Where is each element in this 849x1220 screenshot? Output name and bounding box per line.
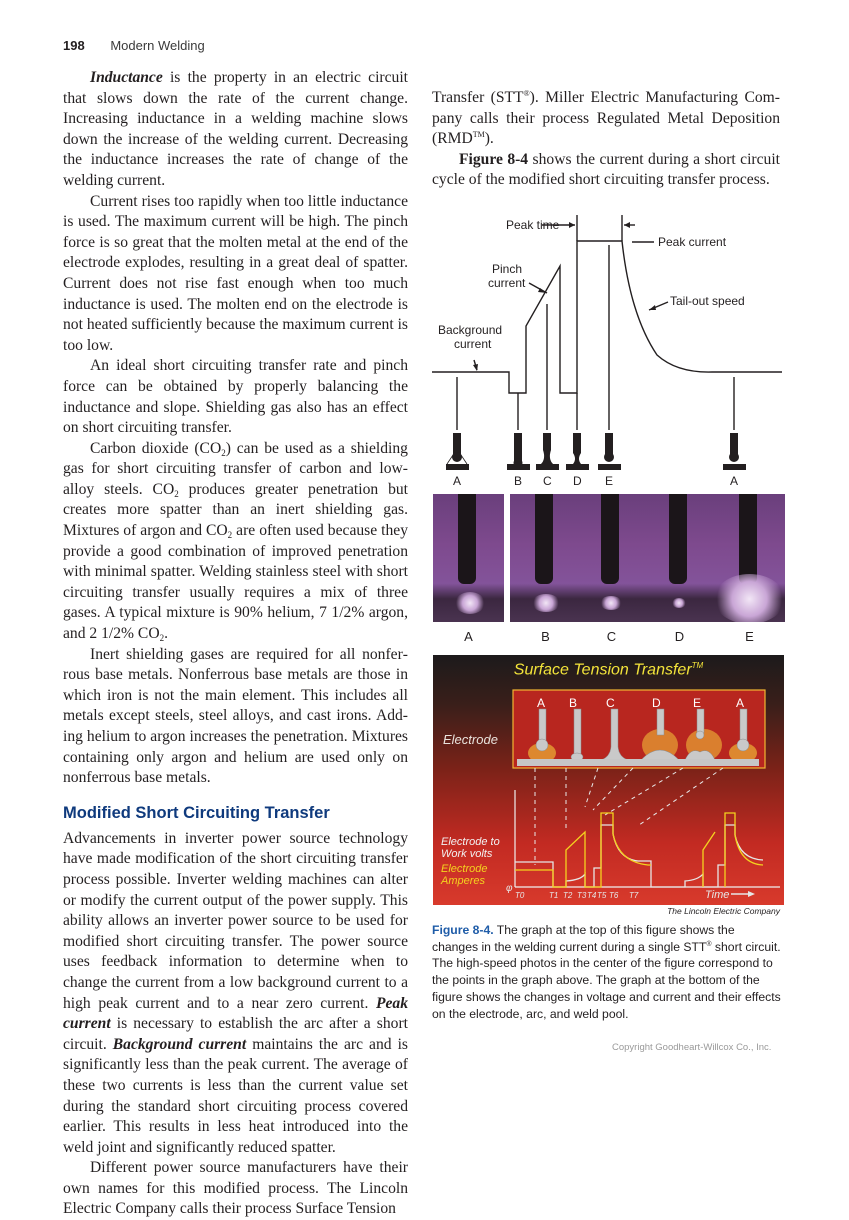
- volts-legend: [441, 836, 500, 860]
- paragraph-text: is the property in an electric circuit that slows down the rate of the current change. Increasing inductance in a welding machine slows down the increase of the welding current. Decreasing the inductance increases the rate of change of the welding current.: [63, 69, 408, 189]
- figure-credit: The Lincoln Electric Company: [667, 906, 780, 916]
- legend-text: Work volts: [441, 848, 493, 860]
- term-inductance: Inductance: [90, 69, 163, 86]
- droplet-glow: [455, 592, 485, 614]
- point-label: B: [514, 474, 523, 488]
- label-background-2: current: [454, 337, 492, 351]
- droplet-glow: [672, 598, 686, 608]
- legend-text: Electrode: [441, 863, 488, 875]
- stage-label: D: [652, 696, 661, 710]
- paragraph-carbon-dioxide: [63, 439, 408, 645]
- photo-label: B: [541, 629, 550, 644]
- time-tick: T5: [597, 891, 607, 900]
- paragraph-text: .: [164, 625, 168, 643]
- time-tick: T3: [577, 891, 587, 900]
- paragraph-text: is necessary to establish the arc after a short circuit.: [63, 1015, 408, 1053]
- running-header: [63, 38, 205, 53]
- paragraph-text: are often used because they provide a good combination of improved penetration with minimal spatter. Welding stainless steel with short circuiting transfer usually requires a mix of three gases. A typical mixture is 90% helium, 7 1/2% argon, and 2 1/2% CO: [63, 522, 408, 643]
- subscript: 2: [221, 447, 226, 458]
- paragraph-text: maintains the arc and is significantly less than the peak current. The average of these two currents is less than the current value set during the standard short circuiting process covered earlier. This results in less heat introduced into the weld joint and significantly reduced spatter.: [63, 1035, 408, 1156]
- point-label: D: [573, 474, 582, 488]
- term-peak-current: Peak current: [63, 994, 408, 1033]
- electrode-rod: [458, 494, 476, 584]
- photo-a: [433, 494, 504, 622]
- amps-legend: [441, 863, 487, 887]
- paragraph-text: Carbon dioxide (CO: [90, 439, 222, 457]
- label-pinch-2: current: [488, 276, 526, 290]
- subscript: 2: [227, 530, 233, 541]
- photo-label: A: [464, 629, 473, 644]
- term-background-current: Background current: [112, 1035, 247, 1053]
- droplet-glow: [600, 596, 622, 610]
- label-background-1: Background: [438, 323, 503, 337]
- trademark: TM: [472, 130, 485, 139]
- stage-label: B: [569, 696, 578, 710]
- paragraph-current-rises: Current rises too rapidly when too little inductance is used. The maximum current will be high. The pinch force is so great that the molten metal at the end of the electrode explodes, resulting in a great deal of spatter. Current does not rise fast enough when too much inductance is used. The molten end on the electrode is not heated sufficiently because the maximum current is too low.: [63, 192, 408, 354]
- photo-d: [644, 494, 715, 622]
- photo-label: C: [606, 629, 617, 644]
- point-label: A: [453, 474, 462, 488]
- electrode-rod: [601, 494, 619, 584]
- point-label: E: [605, 474, 614, 488]
- high-speed-photos: [433, 494, 785, 644]
- copyright-footer: Copyright Goodheart-Willcox Co., Inc.: [612, 1042, 772, 1053]
- registered-mark: ®: [523, 88, 530, 98]
- photo-label: D: [674, 629, 685, 644]
- stage-label: C: [606, 696, 615, 710]
- time-tick: T4: [587, 891, 597, 900]
- point-label: C: [543, 474, 552, 488]
- left-column: [63, 68, 408, 1220]
- label-tail-out: Tail-out speed: [670, 294, 745, 308]
- electrode-label: Electrode: [443, 732, 498, 747]
- time-axis-label: Time: [705, 889, 730, 901]
- paragraph-text: produces greater penetration but creates more spatter than an inert shielding gas. Mixtures of argon and CO: [63, 480, 409, 540]
- subscript: 2: [174, 488, 179, 499]
- origin-label: φ: [506, 883, 513, 894]
- point-label: A: [730, 474, 739, 488]
- section-heading: Modified Short Circuiting Transfer: [63, 803, 330, 822]
- photo-label: E: [745, 629, 754, 644]
- stt-title: [433, 661, 784, 679]
- electrode-rod: [669, 494, 687, 584]
- stage-label: E: [693, 696, 702, 710]
- photo-b: [510, 494, 581, 622]
- time-tick: T2: [563, 891, 573, 900]
- time-tick: T6: [609, 891, 619, 900]
- label-peak-time: Peak time: [506, 218, 560, 232]
- electrode-rod: [739, 494, 757, 584]
- current-waveform-diagram: [432, 205, 782, 495]
- time-tick: T0: [515, 891, 525, 900]
- time-tick: T7: [629, 891, 639, 900]
- time-tick: T1: [549, 891, 559, 900]
- droplet-glow: [532, 594, 560, 612]
- registered-mark: ®: [706, 940, 712, 948]
- page-number: 198: [63, 38, 85, 53]
- electrode-rod: [535, 494, 553, 584]
- paragraph-text: ) can be used as a shielding gas for short circuiting transfer of carbon and low-alloy steels. CO: [63, 439, 408, 498]
- paragraph-advancements: [63, 829, 408, 1159]
- paragraph-ideal-transfer: An ideal short circuiting transfer rate and pinch force can be obtained by properly balancing the inductance and slope. Shielding gas also has an effect on short circuiting transfer.: [63, 357, 408, 437]
- paragraph-stt-continued: [432, 88, 780, 150]
- caption-text: The graph at the top of this figure shows the changes in the welding current during a single STT: [432, 923, 735, 954]
- paragraph-figure-ref: [432, 150, 780, 191]
- arc-glow: [714, 574, 785, 622]
- figure-caption: [432, 922, 784, 1022]
- paragraph-inductance: [63, 68, 408, 192]
- label-pinch-1: Pinch: [492, 262, 523, 276]
- stt-title-text: Surface Tension Transfer: [513, 661, 692, 679]
- subscript: 2: [159, 633, 165, 644]
- label-peak-current: Peak current: [658, 235, 727, 249]
- paragraph-inert-gases: Inert shielding gases are required for all nonferrous base metals. Nonferrous base metals are those in which iron is not the main element. This includes all metals except steels, steel alloys, and cast irons. Adding helium to argon increases the penetration. Mixtures containing only argon and helium are used only on nonferrous base metals.: [63, 645, 408, 787]
- stage-label: A: [537, 696, 546, 710]
- legend-text: Amperes: [441, 875, 486, 887]
- caption-text: short circuit. The high-speed photos in the center of the figure correspond to the points in the graph above. The graph at the bottom of the figure shows the changes in voltage and current and their effects on the electrode, arc, and weld pool.: [432, 939, 781, 1021]
- legend-text: Electrode to: [441, 836, 500, 848]
- photo-e: [714, 494, 785, 622]
- book-title: Modern Welding: [110, 38, 205, 53]
- paragraph-manufacturers: Different power source manufacturers have their own names for this modified process. The Lincoln Electric Company calls their process Surface Tension: [63, 1159, 408, 1218]
- paragraph-text: Advancements in inverter power source technology have made modification of the short circuiting transfer process possible. Inverter welding machines can alter or modify the current output of the power supply. This ability allows an inverter power source to be used for modified short circuiting transfer. The power source uses feedback information to determine when to change the current from a low background current to a high peak current and to a near zero current.: [63, 829, 408, 1012]
- stage-label: A: [736, 696, 745, 710]
- paragraph-text: Transfer (STT: [432, 89, 524, 106]
- trademark: TM: [691, 661, 704, 670]
- paragraph-text: shows the current during a short circuit cycle of the modified short circuiting transfer process.: [432, 150, 780, 189]
- stt-illustration: [433, 655, 784, 905]
- right-column: [432, 88, 780, 191]
- photo-c: [576, 494, 647, 622]
- figure-reference-link[interactable]: Figure 8-4: [459, 150, 529, 168]
- figure-label: Figure 8-4.: [432, 923, 494, 937]
- paragraph-text: ).: [484, 130, 494, 148]
- paragraph-text: ). Miller Electric Manufacturing Company calls their process Regulated Metal Deposition (RMD: [432, 89, 780, 148]
